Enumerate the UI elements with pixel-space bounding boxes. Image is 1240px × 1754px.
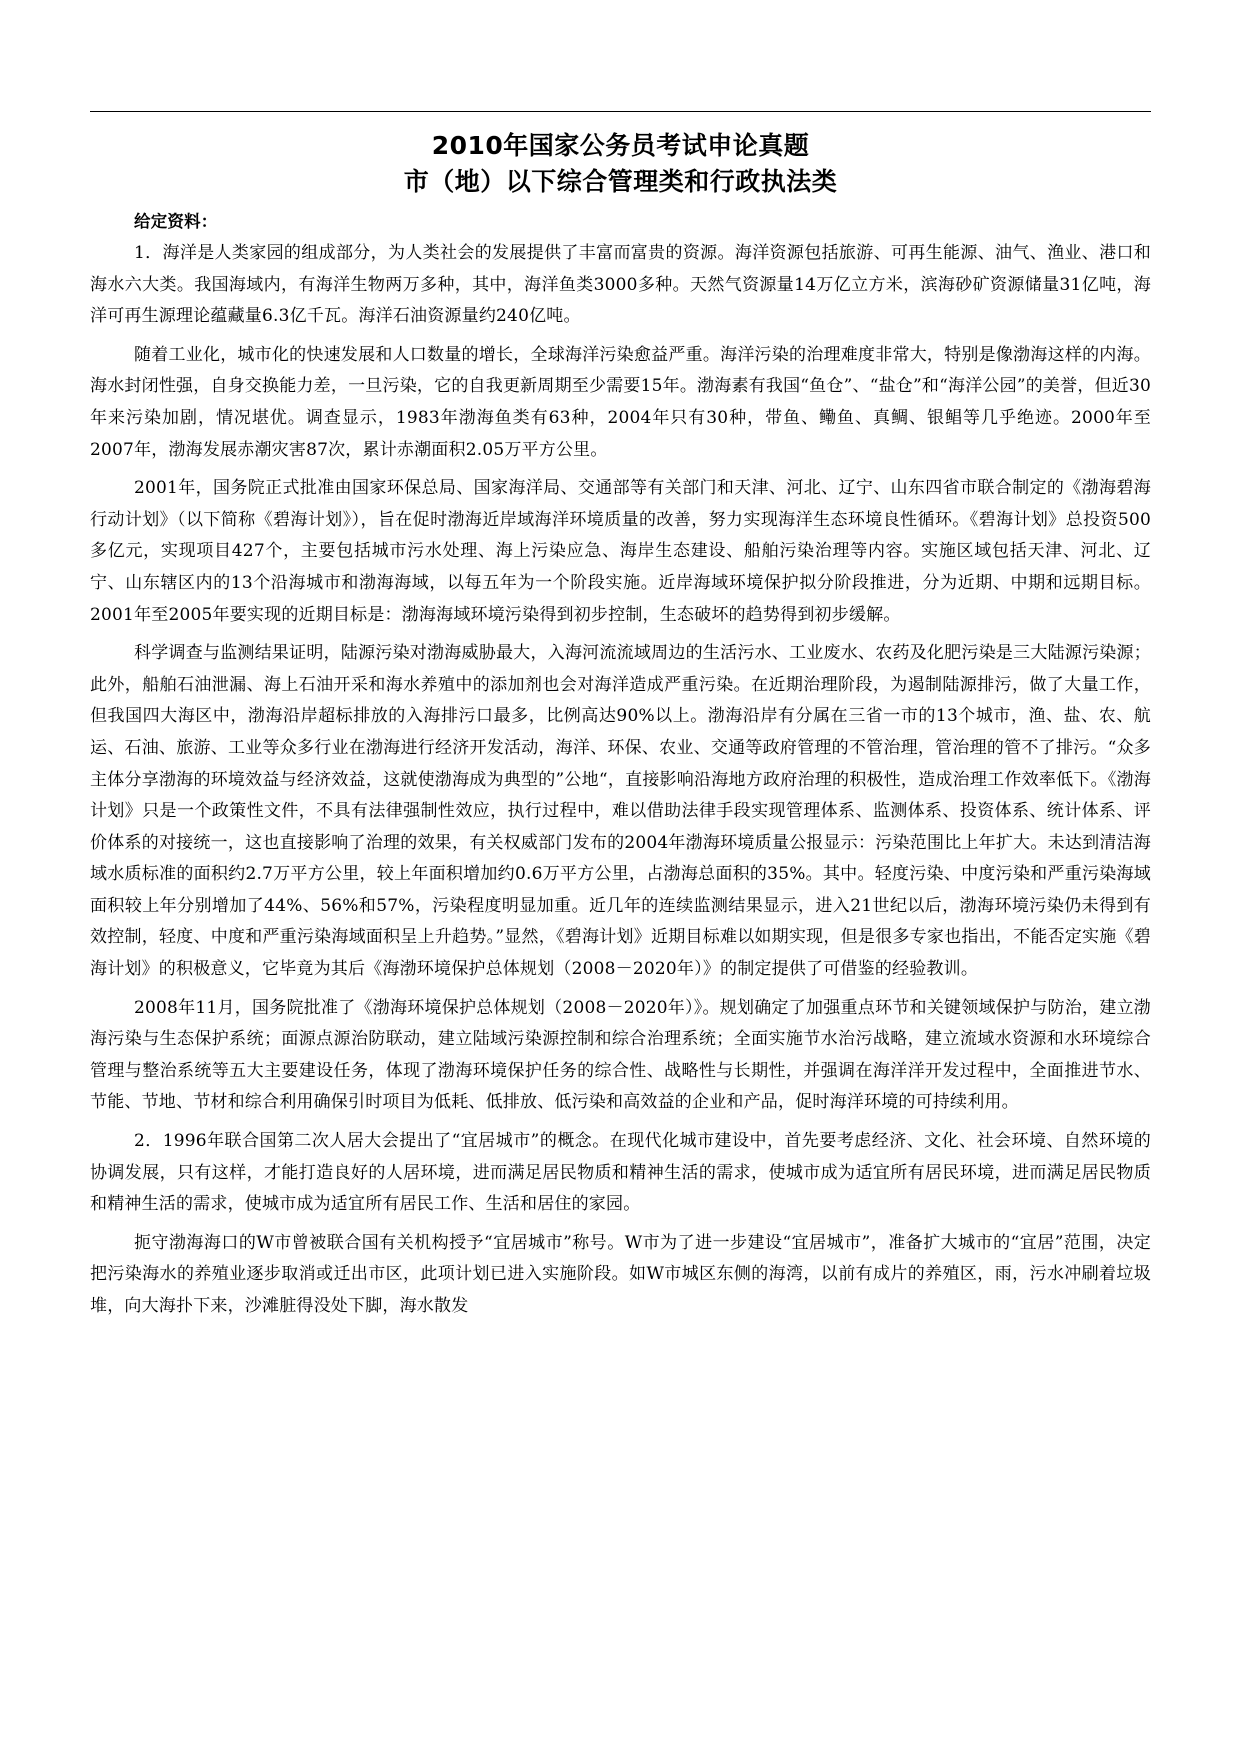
paragraph-6: 2．1996年联合国第二次人居大会提出了“宜居城市”的概念。在现代化城市建设中，首先要考虑经济、文化、社会环境、自然环境的协调发展，只有这样，才能打造良好的人居环境，进而满足居民物质和精神生活的需求，使城市成为适宜所有居民环境，进而满足居民物质和精神生活的需求，使城市成为适宜所有居民工作、生活和居住的家园。 <box>90 1131 1151 1215</box>
document-subtitle: 市（地）以下综合管理类和行政执法类 <box>403 167 838 196</box>
paragraph-1: 1．海洋是人类家园的组成部分，为人类社会的发展提供了丰富而富贵的资源。海洋资源包括旅游、可再生能源、油气、渔业、港口和海水六大类。我国海域内，有海洋生物两万多种，其中，海洋鱼类3000多种。天然气资源量14万亿立方米，滨海砂矿资源储量31亿吨，海洋可再生源理论蕴藏量6.3亿千瓦。海洋石油资源量约240亿吨。 <box>90 243 1151 327</box>
document-body <box>90 208 1151 1330</box>
paragraph-3: 2001年，国务院正式批准由国家环保总局、国家海洋局、交通部等有关部门和天津、河北、辽宁、山东四省市联合制定的《渤海碧海行动计划》（以下简称《碧海计划》），旨在促时渤海近岸域海洋环境质量的改善，努力实现海洋生态环境良性循环。《碧海计划》总投资500多亿元，实现项目427个，主要包括城市污水处理、海上污染应急、海岸生态建设、船舶污染治理等内容。实施区域包括天津、河北、辽宁、山东辖区内的13个沿海城市和渤海海域，以每五年为一个阶段实施。近岸海域环境保护拟分阶段推进，分为近期、中期和远期目标。2001年至2005年要实现的近期目标是：渤海海域环境污染得到初步控制，生态破坏的趋势得到初步缓解。 <box>90 478 1151 625</box>
title-block <box>90 128 1151 200</box>
header-rule <box>90 111 1151 112</box>
paragraph-7: 扼守渤海海口的W市曾被联合国有关机构授予“宜居城市”称号。W市为了进一步建设“宜居城市”，准备扩大城市的“宜居”范围，决定把污染海水的养殖业逐步取消或迁出市区，此项计划已进入实施阶段。如W市城区东侧的海湾，以前有成片的养殖区，雨，污水冲刷着垃圾堆，向大海扑下来，沙滩脏得没处下脚，海水散发 <box>90 1232 1151 1316</box>
section-label: 给定资料： <box>134 212 218 231</box>
paragraph-2: 随着工业化，城市化的快速发展和人口数量的增长，全球海洋污染愈益严重。海洋污染的治理难度非常大，特别是像渤海这样的内海。海水封闭性强，自身交换能力差，一旦污染，它的自我更新周期至少需要15年。渤海素有我国“鱼仓”、“盐仓”和“海洋公园”的美誉，但近30年来污染加剧，情况堪优。调查显示，1983年渤海鱼类有63种，2004年只有30种，带鱼、鳓鱼、真鲷、银鲳等几乎绝迹。2000年至2007年，渤海发展赤潮灾害87次，累计赤潮面积2.05万平方公里。 <box>90 344 1151 460</box>
paragraph-5: 2008年11月，国务院批准了《渤海环境保护总体规划（2008－2020年）》。规划确定了加强重点环节和关键领域保护与防治，建立渤海污染与生态保护系统；面源点源治防联动，建立陆域污染源控制和综合治理系统；全面实施节水治污战略，建立流域水资源和水环境综合管理与整治系统等五大主要建设任务，体现了渤海环境保护任务的综合性、战略性与长期性，并强调在海洋洋开发过程中，全面推进节水、节能、节地、节材和综合利用确保引时项目为低耗、低排放、低污染和高效益的企业和产品，促时海洋环境的可持续利用。 <box>90 997 1151 1113</box>
paragraph-4: 科学调查与监测结果证明，陆源污染对渤海威胁最大，入海河流流域周边的生活污水、工业废水、农药及化肥污染是三大陆源污染源；此外，船舶石油泄漏、海上石油开采和海水养殖中的添加剂也会对海洋造成严重污染。在近期治理阶段，为遏制陆源排污，做了大量工作，但我国四大海区中，渤海沿岸超标排放的入海排污口最多，比例高达90%以上。渤海沿岸有分属在三省一市的13个城市，渔、盐、农、航运、石油、旅游、工业等众多行业在渤海进行经济开发活动，海洋、环保、农业、交通等政府管理的不管治理，管治理的管不了排污。“众多主体分享渤海的环境效益与经济效益，这就使渤海成为典型的”公地“，直接影响沿海地方政府治理的积极性，造成治理工作效率低下。《渤海计划》只是一个政策性文件，不具有法律强制性效应，执行过程中，难以借助法律手段实现管理体系、监测体系、投资体系、统计体系、评价体系的对接统一，这也直接影响了治理的效果，有关权威部门发布的2004年渤海环境质量公报显示：污染范围比上年扩大。未达到清洁海域水质标准的面积约2.7万平方公里，较上年面积增加约0.6万平方公里，占渤海总面积的35%。其中。轻度污染、中度污染和严重污染海域面积较上年分别增加了44%、56%和57%，污染程度明显加重。近几年的连续监测结果显示，进入21世纪以后，渤海环境污染仍未得到有效控制，轻度、中度和严重污染海域面积呈上升趋势。”显然，《碧海计划》近期目标难以如期实现，但是很多专家也指出，不能否定实施《碧海计划》的积极意义，它毕竟为其后《海渤环境保护总体规划（2008－2020年）》的制定提供了可借鉴的经验教训。 <box>90 643 1151 980</box>
document-title: 2010年国家公务员考试申论真题 <box>431 131 810 160</box>
